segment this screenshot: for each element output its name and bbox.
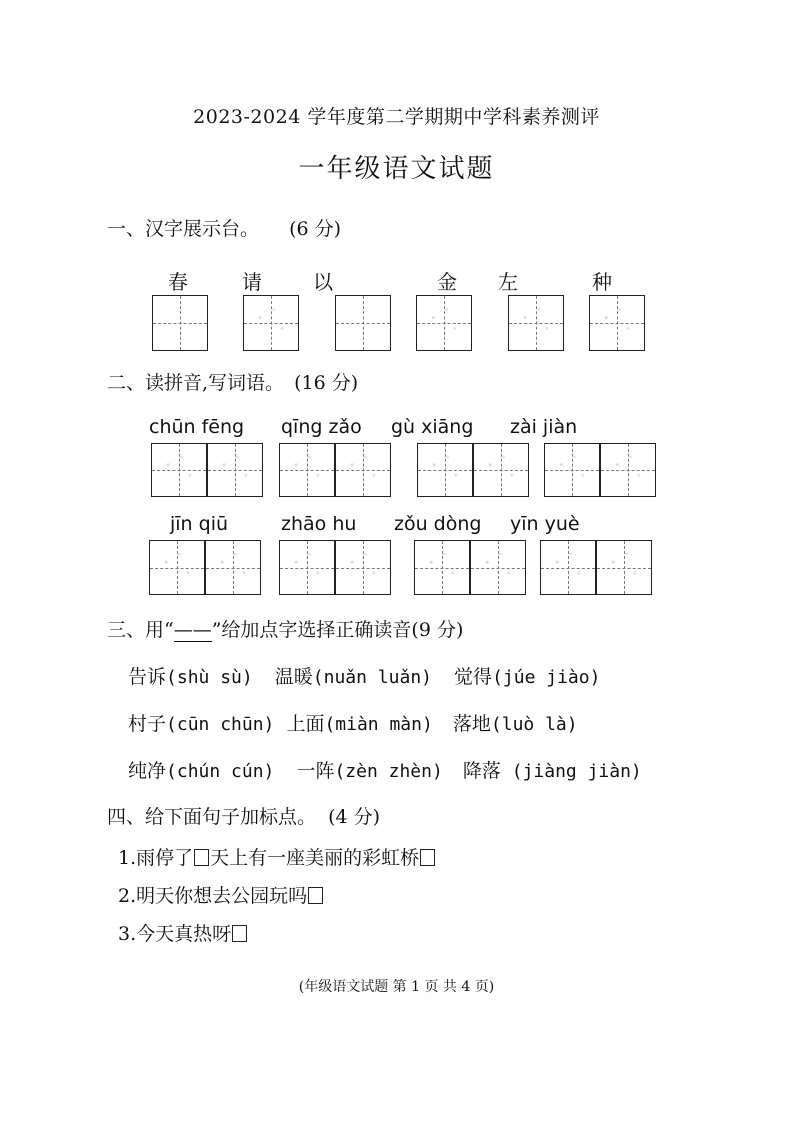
q3-pinyin-options: (miàn màn) bbox=[324, 714, 433, 735]
pinyin-label: jīn qiū bbox=[170, 513, 229, 535]
q1-char: 左 bbox=[498, 270, 518, 294]
q4-sentence-text: 2.明天你想去公园玩吗 bbox=[118, 885, 308, 907]
q3-heading bbox=[107, 615, 463, 642]
q4-sentence-3 bbox=[118, 919, 248, 946]
writing-grid-box[interactable] bbox=[589, 295, 645, 351]
q4-heading-row bbox=[107, 802, 380, 829]
q4-heading: 四、给下面句子加标点。 bbox=[107, 806, 317, 828]
q1-char: 种 bbox=[592, 270, 612, 294]
punctuation-box[interactable] bbox=[194, 849, 209, 866]
q3-word: 村子 bbox=[128, 713, 167, 735]
writing-grid-box[interactable] bbox=[540, 540, 596, 595]
writing-grid-box[interactable] bbox=[205, 540, 261, 595]
pinyin-label: gù xiāng bbox=[391, 416, 474, 438]
q1-score: (6 分) bbox=[289, 218, 342, 240]
q4-sentence-text: 3.今天真热呀 bbox=[118, 923, 232, 945]
q3-word: 告诉 bbox=[128, 666, 167, 688]
writing-grid-box[interactable] bbox=[279, 540, 335, 595]
writing-grid-box[interactable] bbox=[414, 540, 470, 595]
writing-grid-box[interactable] bbox=[279, 443, 335, 497]
q2-heading-row bbox=[107, 368, 358, 395]
q3-item[interactable] bbox=[128, 760, 274, 782]
writing-grid-box[interactable] bbox=[149, 540, 205, 595]
q2-heading: 二、读拼音,写词语。 bbox=[107, 372, 285, 394]
exam-header: 2023-2024 学年度第二学期期中学科素养测评 bbox=[193, 106, 600, 128]
q3-item[interactable] bbox=[128, 713, 274, 735]
q4-sentence-1 bbox=[118, 843, 436, 870]
writing-grid-box[interactable] bbox=[152, 295, 208, 351]
q3-line bbox=[128, 709, 578, 736]
q3-item[interactable] bbox=[275, 666, 432, 688]
writing-grid-box[interactable] bbox=[508, 295, 564, 351]
q3-heading-pre: 三、用“ bbox=[107, 619, 174, 641]
writing-grid-box[interactable] bbox=[335, 540, 391, 595]
q3-word: 上面 bbox=[286, 713, 325, 735]
q1-char: 以 bbox=[313, 270, 333, 294]
q4-sentence-2 bbox=[118, 881, 324, 908]
q3-heading-post: ”给加点字选择正确读音(9 分) bbox=[211, 619, 464, 641]
q3-line bbox=[128, 756, 642, 783]
punctuation-box[interactable] bbox=[420, 849, 435, 866]
pinyin-label: yīn yuè bbox=[510, 513, 580, 535]
writing-grid-box[interactable] bbox=[473, 443, 529, 497]
writing-grid-box[interactable] bbox=[470, 540, 526, 595]
q3-pinyin-options: (chún cún) bbox=[166, 761, 275, 782]
q3-heading-mark: —— bbox=[173, 619, 212, 641]
punctuation-box[interactable] bbox=[232, 925, 247, 942]
q3-word: 温暖 bbox=[274, 666, 313, 688]
q3-pinyin-options: (shù sù) bbox=[166, 667, 253, 688]
writing-grid-box[interactable] bbox=[417, 443, 473, 497]
q3-word: 一阵 bbox=[296, 760, 335, 782]
page-footer: (年级语文试题 第 1 页 共 4 页) bbox=[298, 979, 495, 995]
q3-pinyin-options: (luò là) bbox=[490, 714, 578, 735]
q3-item[interactable] bbox=[463, 760, 642, 782]
q4-sentence-text: 1.雨停了 bbox=[118, 847, 194, 869]
q3-item[interactable] bbox=[296, 760, 442, 782]
pinyin-label: zhāo hu bbox=[281, 513, 357, 535]
q3-word: 降落 bbox=[462, 760, 501, 782]
q4-sentence-text: 天上有一座美丽的彩虹桥 bbox=[210, 847, 420, 869]
writing-grid-box[interactable] bbox=[596, 540, 652, 595]
writing-grid-box[interactable] bbox=[600, 443, 656, 497]
writing-grid-box[interactable] bbox=[416, 295, 472, 351]
pinyin-label: chūn fēng bbox=[149, 416, 245, 438]
q3-word: 落地 bbox=[452, 713, 491, 735]
q3-pinyin-options: (jiàng jiàn) bbox=[500, 761, 642, 782]
q1-char: 春 bbox=[168, 270, 188, 294]
q3-pinyin-options: (júe jiào) bbox=[492, 667, 601, 688]
q3-pinyin-options: (cūn chūn) bbox=[166, 714, 275, 735]
pinyin-label: zǒu dòng bbox=[394, 513, 482, 535]
q2-score: (16 分) bbox=[294, 372, 359, 394]
q3-item[interactable] bbox=[454, 666, 600, 688]
q3-item[interactable] bbox=[128, 666, 253, 688]
punctuation-box[interactable] bbox=[308, 887, 323, 904]
writing-grid-box[interactable] bbox=[151, 443, 207, 497]
q1-char-row bbox=[0, 266, 793, 292]
writing-grid-box[interactable] bbox=[243, 295, 299, 351]
pinyin-label: zài jiàn bbox=[510, 416, 578, 438]
q3-line bbox=[128, 662, 600, 689]
q3-word: 纯净 bbox=[128, 760, 167, 782]
q3-pinyin-options: (nuǎn luǎn) bbox=[312, 667, 432, 688]
q3-word: 觉得 bbox=[454, 666, 493, 688]
q3-item[interactable] bbox=[286, 713, 432, 735]
q1-heading-row bbox=[107, 214, 341, 241]
writing-grid-box[interactable] bbox=[335, 295, 391, 351]
pinyin-label: qīng zǎo bbox=[281, 416, 362, 438]
q3-item[interactable] bbox=[453, 713, 578, 735]
writing-grid-box[interactable] bbox=[207, 443, 263, 497]
q1-char: 请 bbox=[242, 270, 262, 294]
q1-heading: 一、汉字展示台。 bbox=[107, 218, 260, 240]
exam-title: 一年级语文试题 bbox=[298, 154, 495, 184]
q4-score: (4 分) bbox=[328, 806, 381, 828]
q1-char: 金 bbox=[437, 270, 457, 294]
writing-grid-box[interactable] bbox=[544, 443, 600, 497]
writing-grid-box[interactable] bbox=[335, 443, 391, 497]
q3-pinyin-options: (zèn zhèn) bbox=[334, 761, 443, 782]
